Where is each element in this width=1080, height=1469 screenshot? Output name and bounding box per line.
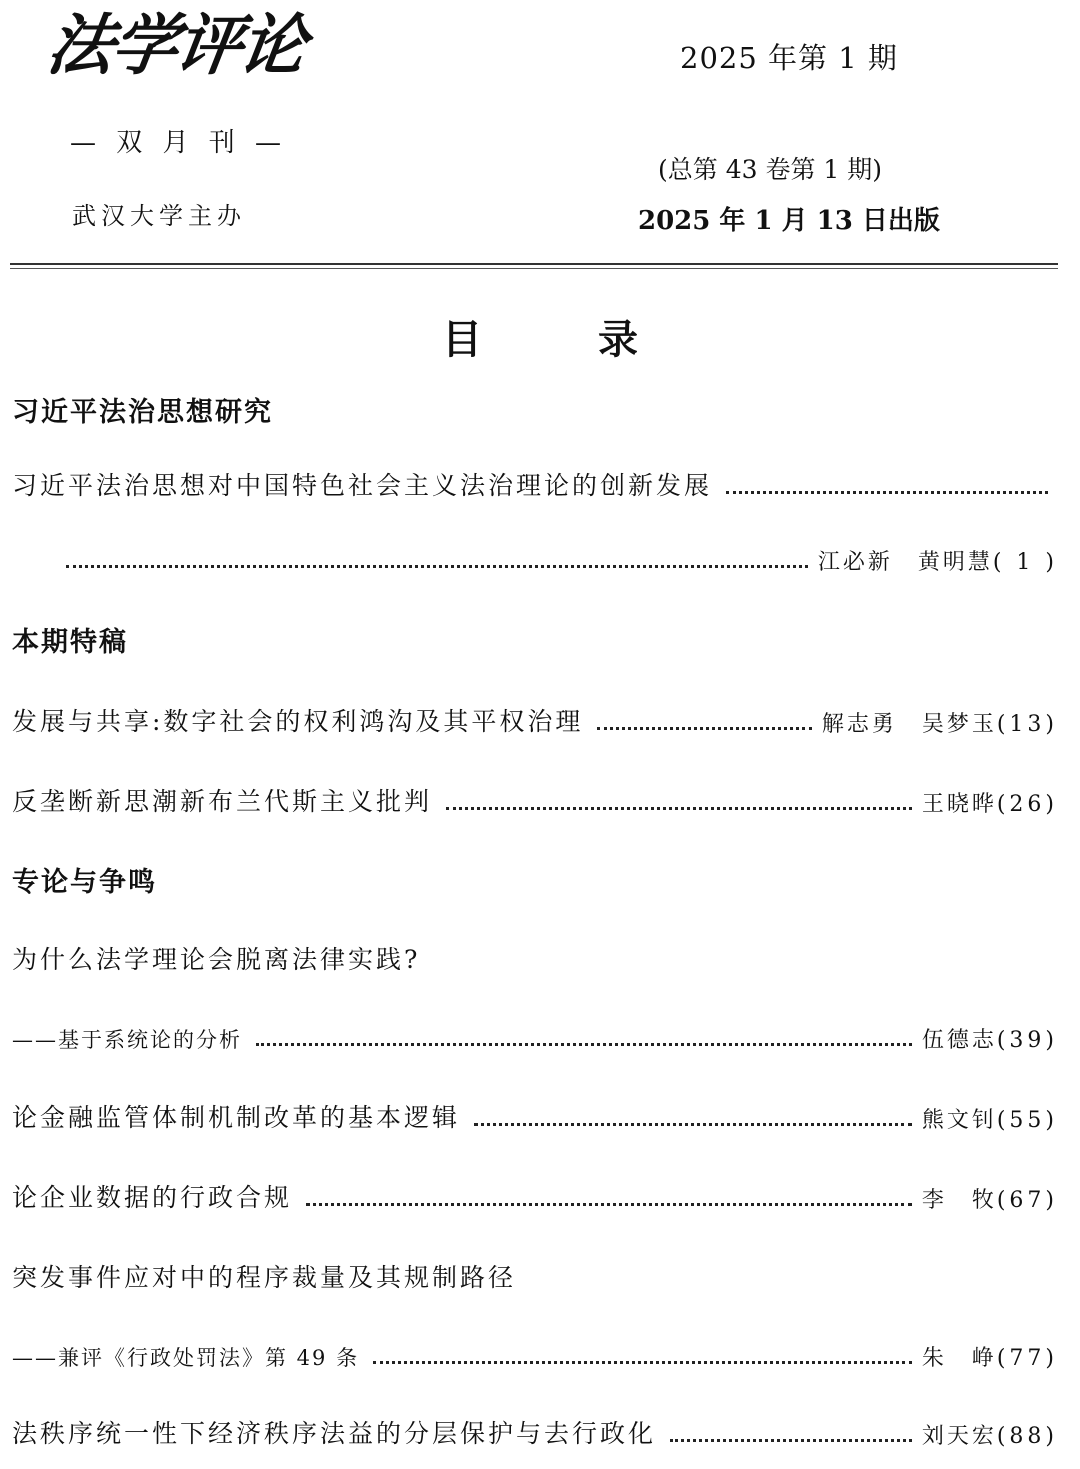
dot-leader bbox=[726, 491, 1048, 494]
entry-page: (13) bbox=[996, 712, 1058, 737]
section-heading-xi-rule-of-law: 习近平法治思想研究 bbox=[12, 397, 273, 428]
dot-leader bbox=[306, 1203, 912, 1206]
entry-author-page bbox=[922, 1419, 1058, 1450]
entry-authors: 李 牧 bbox=[921, 1188, 997, 1213]
toc-entry-7-subtitle[interactable] bbox=[12, 1332, 1058, 1372]
publish-date: 2025 年 1 月 13 日出版 bbox=[638, 206, 940, 236]
entry-author-page bbox=[922, 1183, 1058, 1214]
entry-authors: 刘天宏 bbox=[921, 1424, 997, 1449]
section-heading-special-feature: 本期特稿 bbox=[12, 627, 128, 658]
toc-entry-1-line-2[interactable] bbox=[66, 536, 1058, 576]
toc-entry-4-subtitle[interactable] bbox=[12, 1014, 1058, 1054]
toc-entry-2[interactable] bbox=[12, 698, 1058, 738]
toc-entry-7-title[interactable] bbox=[12, 1254, 1058, 1294]
journal-frequency: — 双 月 刊 — bbox=[70, 128, 288, 158]
journal-logo: 法学评论 bbox=[42, 6, 310, 84]
entry-page: ( 1 ) bbox=[992, 550, 1058, 575]
dot-leader bbox=[256, 1043, 912, 1046]
toc-entry-8[interactable] bbox=[12, 1410, 1058, 1450]
entry-authors: 伍德志 bbox=[921, 1028, 997, 1053]
entry-author-page bbox=[818, 545, 1058, 576]
journal-sponsor: 武汉大学主办 bbox=[72, 202, 246, 230]
entry-page: (67) bbox=[996, 1188, 1058, 1213]
entry-authors: 熊文钊 bbox=[921, 1108, 997, 1133]
entry-title: 发展与共享:数字社会的权利鸿沟及其平权治理 bbox=[12, 707, 584, 736]
entry-page: (77) bbox=[996, 1346, 1058, 1371]
entry-page: (26) bbox=[996, 792, 1058, 817]
entry-author-page bbox=[922, 1103, 1058, 1134]
dot-leader bbox=[597, 727, 811, 730]
entry-page: (55) bbox=[996, 1108, 1058, 1133]
header-rule-thin bbox=[10, 268, 1058, 269]
entry-title: 习近平法治思想对中国特色社会主义法治理论的创新发展 bbox=[12, 471, 713, 500]
entry-author-page bbox=[922, 1023, 1058, 1054]
dot-leader bbox=[373, 1361, 912, 1364]
entry-title: 论金融监管体制机制改革的基本逻辑 bbox=[12, 1103, 461, 1132]
entry-authors: 王晓晔 bbox=[921, 792, 997, 817]
entry-title: 法秩序统一性下经济秩序法益的分层保护与去行政化 bbox=[12, 1419, 657, 1448]
dot-leader bbox=[670, 1439, 912, 1442]
header-rule-thick bbox=[10, 263, 1058, 265]
entry-authors: 江必新 黄明慧 bbox=[817, 550, 993, 575]
entry-title: 为什么法学理论会脱离法律实践? bbox=[12, 945, 421, 974]
toc-entry-5[interactable] bbox=[12, 1094, 1058, 1134]
entry-author-page bbox=[922, 1341, 1058, 1372]
entry-subtitle: ——兼评《行政处罚法》第 49 条 bbox=[12, 1346, 360, 1370]
entry-title: 论企业数据的行政合规 bbox=[12, 1183, 293, 1212]
toc-entry-1-line-1[interactable] bbox=[12, 462, 1058, 502]
dot-leader bbox=[446, 807, 912, 810]
entry-title: 反垄断新思潮新布兰代斯主义批判 bbox=[12, 787, 433, 816]
entry-page: (88) bbox=[996, 1424, 1058, 1449]
issue-number: 2025 年第 1 期 bbox=[680, 41, 898, 75]
toc-heading-char-1: 目 bbox=[442, 317, 482, 363]
entry-subtitle: ——基于系统论的分析 bbox=[12, 1028, 242, 1052]
entry-authors: 解志勇 吴梦玉 bbox=[821, 712, 997, 737]
entry-title: 突发事件应对中的程序裁量及其规制路径 bbox=[12, 1263, 517, 1292]
dot-leader bbox=[66, 565, 808, 568]
dot-leader bbox=[474, 1123, 912, 1126]
entry-page: (39) bbox=[996, 1028, 1058, 1053]
entry-authors: 朱 峥 bbox=[921, 1346, 997, 1371]
toc-entry-6[interactable] bbox=[12, 1174, 1058, 1214]
section-heading-monographs: 专论与争鸣 bbox=[12, 867, 157, 898]
toc-heading bbox=[0, 308, 1080, 365]
entry-author-page bbox=[822, 707, 1058, 738]
toc-entry-3[interactable] bbox=[12, 778, 1058, 818]
toc-entry-4-title[interactable] bbox=[12, 936, 1058, 976]
toc-heading-char-2: 录 bbox=[598, 317, 638, 363]
entry-author-page bbox=[922, 787, 1058, 818]
volume-number: (总第 43 卷第 1 期) bbox=[658, 155, 883, 184]
